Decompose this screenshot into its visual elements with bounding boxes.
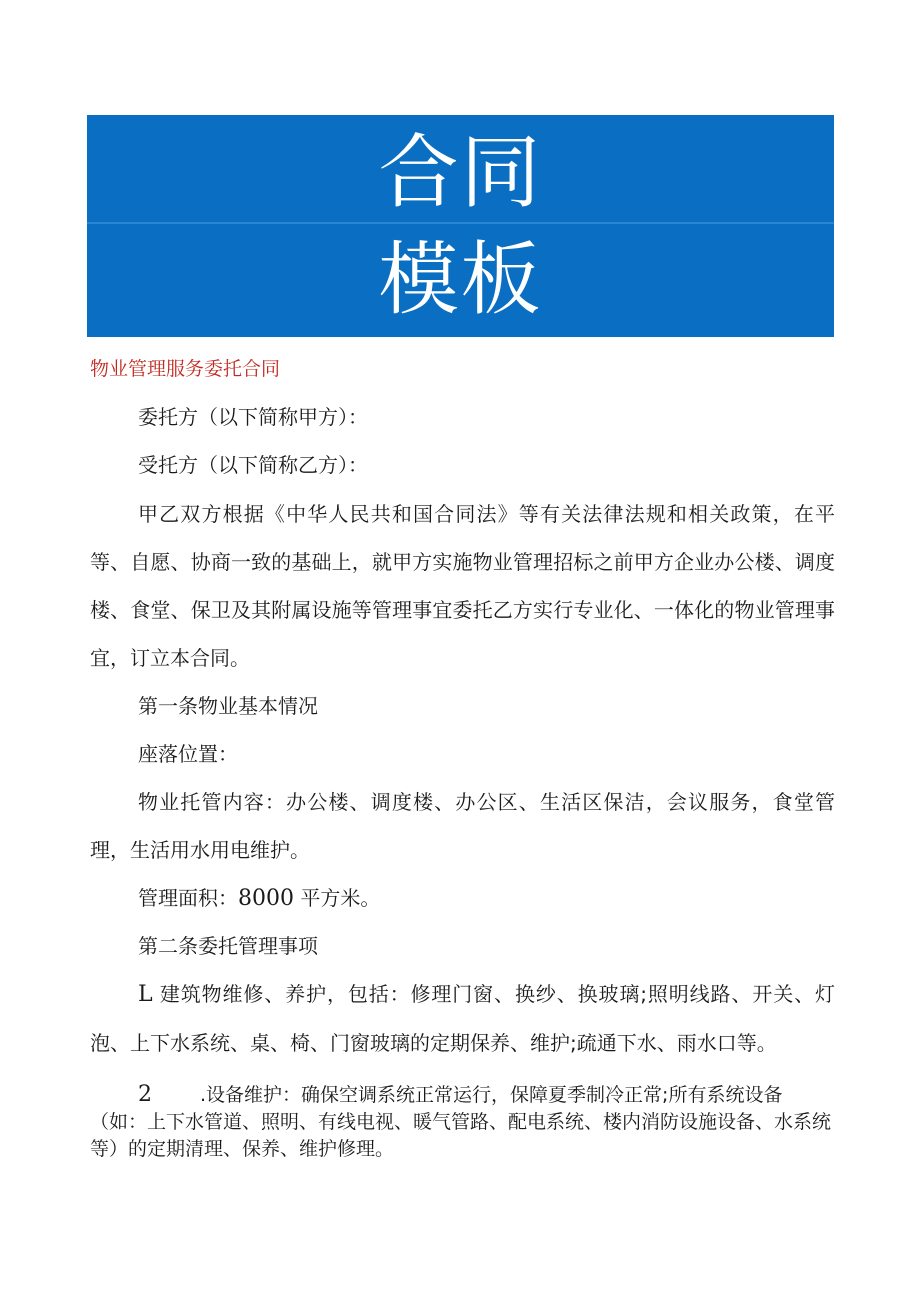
area-suffix: 平方米。 [294, 886, 381, 910]
preamble-paragraph: 甲乙双方根据《中华人民共和国合同法》等有关法律法规和相关政策，在平等、自愿、协商一致的基础上，就甲方实施物业管理招标之前甲方企业办公楼、调度楼、食堂、保卫及其附属设施等管理事宜委托乙方实行专业化、一体化的物业管理事宜，订立本合同。 [90, 502, 835, 670]
banner-divider [87, 222, 834, 224]
item2-number: 2 [138, 1082, 152, 1107]
item1-paragraph [90, 970, 835, 1067]
article2-title: 第二条委托管理事项 [138, 934, 318, 958]
item1-text: 建筑物维修、养护，包括：修理门窗、换纱、换玻璃;照明线路、开关、灯泡、上下水系统、桌、椅、门窗玻璃的定期保养、维护;疏通下水、雨水口等。 [90, 982, 835, 1055]
item2-paragraph: .设备维护：确保空调系统正常运行，保障夏季制冷正常;所有系统设备（如：上下水管道、照明、有线电视、暖气管路、配电系统、楼内消防设施设备、水系统等）的定期清理、保养、维护修理。 [90, 1084, 832, 1160]
area-line [138, 874, 380, 923]
document-heading: 物业管理服务委托合同 [90, 358, 281, 380]
banner-title-line1: 合同 [378, 126, 543, 219]
area-prefix: 管理面积： [138, 886, 238, 910]
article1-title: 第一条物业基本情况 [138, 694, 318, 718]
party-a-line: 委托方（以下简称甲方）： [138, 405, 368, 429]
location-line: 座落位置： [138, 742, 238, 766]
scope-paragraph: 物业托管内容：办公楼、调度楼、办公区、生活区保洁，会议服务，食堂管理，生活用水用电维护。 [90, 790, 835, 862]
banner-title-line2: 模板 [378, 233, 543, 326]
item1-number: L [138, 982, 153, 1007]
area-value: 8000 [238, 886, 294, 911]
title-banner [87, 115, 834, 337]
party-b-line: 受托方（以下简称乙方）： [138, 453, 368, 477]
